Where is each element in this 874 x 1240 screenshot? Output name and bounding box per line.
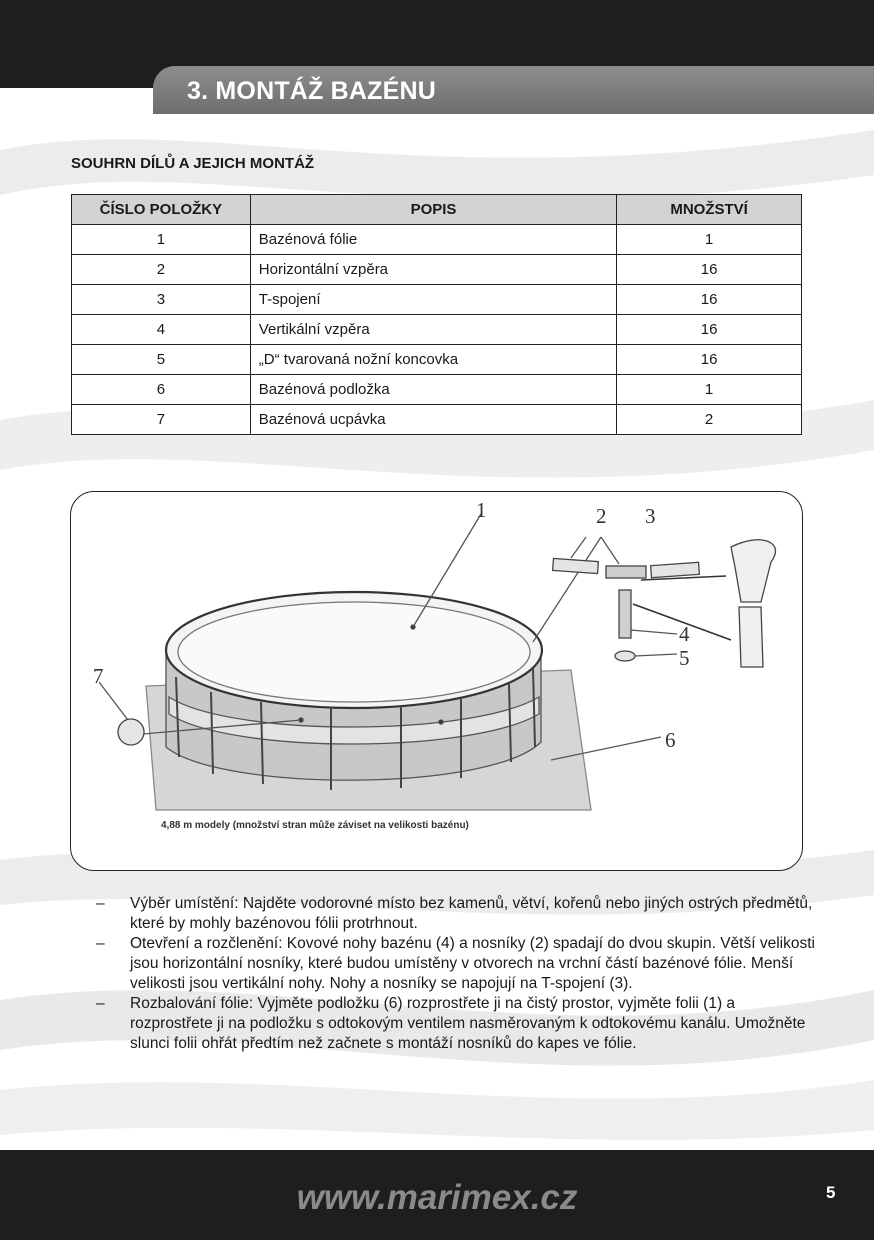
instruction-text: Otevření a rozčlenění: Kovové nohy bazénu (4) a nosníky (2) spadají do dvou skupin. Větší velikosti jsou horizontální nosníky, které budou umístěny v otvorech na vrchní částí bazénové fólie. Menší velikosti jsou vertikální nohy. Nohy a nosníky se napojují na T-spojení (3). <box>130 935 815 992</box>
assembly-diagram <box>70 491 803 871</box>
diagram-label-7: 7 <box>93 664 104 688</box>
list-dash: – <box>96 935 105 952</box>
table-row <box>72 225 802 255</box>
item-quantity: 1 <box>617 225 802 255</box>
parts-table <box>71 194 802 435</box>
table-header-row <box>72 195 802 225</box>
item-quantity: 16 <box>617 285 802 315</box>
item-quantity: 16 <box>617 315 802 345</box>
item-number: 6 <box>72 375 251 405</box>
item-description: „D“ tvarovaná nožní koncovka <box>250 345 616 375</box>
website-link[interactable]: www.marimex.cz <box>296 1178 578 1217</box>
item-quantity: 16 <box>617 345 802 375</box>
table-row <box>72 375 802 405</box>
item-description: Bazénová podložka <box>250 375 616 405</box>
item-quantity: 16 <box>617 255 802 285</box>
item-number: 3 <box>72 285 251 315</box>
item-quantity: 2 <box>617 405 802 435</box>
item-number: 2 <box>72 255 251 285</box>
item-description: Horizontální vzpěra <box>250 255 616 285</box>
pool-diagram-illustration <box>71 492 802 870</box>
item-description: Bazénová ucpávka <box>250 405 616 435</box>
instruction-text: Výběr umístění: Najděte vodorovné místo bez kamenů, větví, kořenů nebo jiných ostrých předmětů, které by mohly bazénovou fólii protrhnout. <box>130 895 813 932</box>
list-item <box>96 994 816 1054</box>
item-description: T-spojení <box>250 285 616 315</box>
parts-summary-heading: SOUHRN DÍLŮ A JEJICH MONTÁŽ <box>71 155 315 172</box>
item-number: 7 <box>72 405 251 435</box>
column-header-quantity: MNOŽSTVÍ <box>617 195 802 225</box>
table-row <box>72 345 802 375</box>
section-header-tab <box>153 66 874 114</box>
diagram-label-4: 4 <box>679 622 690 646</box>
item-number: 5 <box>72 345 251 375</box>
column-header-description: POPIS <box>250 195 616 225</box>
list-item <box>96 894 816 934</box>
list-dash: – <box>96 895 105 912</box>
page-number: 5 <box>826 1183 836 1202</box>
diagram-label-6: 6 <box>665 728 676 752</box>
footer-bar <box>0 1150 874 1240</box>
diagram-label-1: 1 <box>476 498 487 522</box>
list-item <box>96 934 816 994</box>
list-dash: – <box>96 995 105 1012</box>
diagram-label-2: 2 <box>596 504 607 528</box>
item-number: 1 <box>72 225 251 255</box>
table-row <box>72 405 802 435</box>
instructions-list <box>96 894 816 1054</box>
item-number: 4 <box>72 315 251 345</box>
diagram-label-5: 5 <box>679 646 690 670</box>
instruction-text: Rozbalování fólie: Vyjměte podložku (6) rozprostřete ji na čistý prostor, vyjměte folii (1) a rozprostřete ji na podložku s odtokovým ventilem nasměrovaným k odtokovému kanálu. Umožněte slunci folii ohřát předtím než začnete s montáží nosníků do kapes ve fólie. <box>130 995 806 1052</box>
section-title: 3. MONTÁŽ BAZÉNU <box>187 77 437 105</box>
item-description: Vertikální vzpěra <box>250 315 616 345</box>
diagram-caption: 4,88 m modely (množství stran může záviset na velikosti bazénu) <box>161 820 469 831</box>
table-row <box>72 285 802 315</box>
table-row <box>72 255 802 285</box>
table-row <box>72 315 802 345</box>
column-header-item-number: ČÍSLO POLOŽKY <box>72 195 251 225</box>
item-description: Bazénová fólie <box>250 225 616 255</box>
diagram-label-3: 3 <box>645 504 656 528</box>
item-quantity: 1 <box>617 375 802 405</box>
